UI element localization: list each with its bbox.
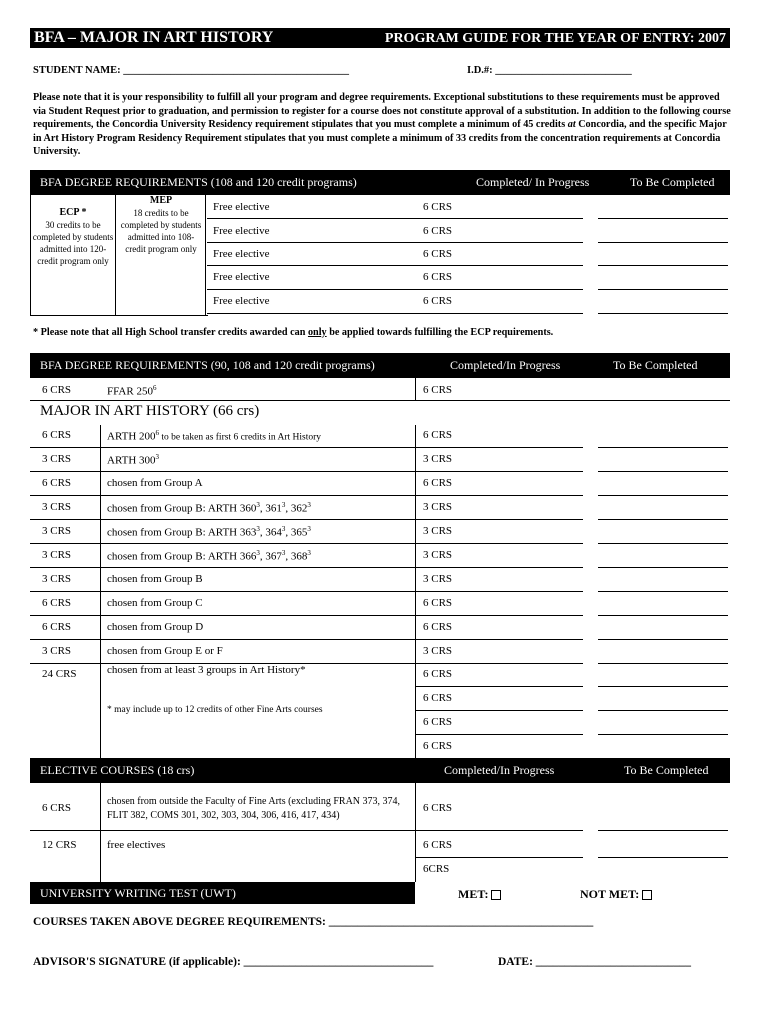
section3-header xyxy=(30,758,730,783)
section3-col-tobe: To Be Completed xyxy=(624,763,709,777)
major-row-course xyxy=(107,645,223,657)
major-row-extra: , 364 xyxy=(259,526,282,539)
major-row-course xyxy=(107,597,203,609)
major-row-tobe-line[interactable] xyxy=(598,543,728,544)
major-row-crs-right: 6 CRS xyxy=(423,597,453,609)
block24-crs-2: 6 CRS xyxy=(423,692,453,704)
major-row-divider-right xyxy=(415,617,416,641)
major-row-line xyxy=(30,471,583,472)
s1-row1-crs: 6 CRS xyxy=(423,201,453,213)
uwt-not-met-label: NOT MET: xyxy=(580,887,640,901)
major-row-divider-right xyxy=(415,497,416,521)
elective1-tobe[interactable] xyxy=(598,830,728,831)
uwt-met[interactable] xyxy=(458,887,501,902)
major-row-line xyxy=(30,591,583,592)
major-row-tobe-line[interactable] xyxy=(598,519,728,520)
major-row-extra2: , 362 xyxy=(285,502,308,515)
s1-row3-crs: 6 CRS xyxy=(423,248,453,260)
major-row-divider-right xyxy=(415,425,416,449)
major-row-crs-left: 3 CRS xyxy=(42,501,72,513)
section2-title: BFA DEGREE REQUIREMENTS (90, 108 and 120 credit programs) xyxy=(40,358,375,372)
major-row-course xyxy=(107,525,311,539)
major-row-line xyxy=(30,447,583,448)
major-row-divider-right xyxy=(415,473,416,497)
s1-row1-course: Free elective xyxy=(213,201,270,213)
major-row-extra2: , 365 xyxy=(285,526,308,539)
major-row-sup3: 3 xyxy=(307,549,311,557)
section3-title: ELECTIVE COURSES (18 crs) xyxy=(40,763,195,777)
major-row-tobe-line[interactable] xyxy=(598,591,728,592)
major-row-extra2: , 368 xyxy=(285,550,308,563)
major-row-line xyxy=(30,519,583,520)
major-row-crs-left: 6 CRS xyxy=(42,477,72,489)
mep-box xyxy=(118,195,204,255)
major-row-divider-left xyxy=(100,473,101,497)
date-field[interactable]: DATE: ___________________________ xyxy=(498,956,692,968)
major-row-crs-right: 3 CRS xyxy=(423,573,453,585)
uwt-header xyxy=(30,882,415,904)
s1-row3-course: Free elective xyxy=(213,248,270,260)
major-row-divider-right xyxy=(415,521,416,545)
major-row-course xyxy=(107,621,203,633)
major-row-divider-right xyxy=(415,545,416,569)
courses-above-field[interactable]: COURSES TAKEN ABOVE DEGREE REQUIREMENTS: ______________________________________________ xyxy=(33,916,594,928)
major-row-sup: 3 xyxy=(256,501,260,509)
major-row-sup2: 3 xyxy=(281,549,286,557)
major-row-crs-left: 3 CRS xyxy=(42,549,72,561)
major-row-tobe-line[interactable] xyxy=(598,495,728,496)
major-row-course-text: chosen from Group C xyxy=(107,597,203,609)
major-row-crs-right: 6 CRS xyxy=(423,621,453,633)
s1-row2-crs: 6 CRS xyxy=(423,225,453,237)
block24-tobe-2[interactable] xyxy=(598,710,728,711)
major-row-course-text: chosen from Group D xyxy=(107,621,204,633)
major-row-divider-right xyxy=(415,569,416,593)
major-row-crs-left: 6 CRS xyxy=(42,429,72,441)
program-title: BFA – MAJOR IN ART HISTORY xyxy=(34,29,274,46)
major-row-extra: to be taken as first 6 credits in Art History xyxy=(159,432,322,443)
major-row-sup: 3 xyxy=(256,525,260,533)
section1-col-completed: Completed/ In Progress xyxy=(476,175,590,189)
block24-course: chosen from at least 3 groups in Art History* xyxy=(107,664,306,676)
section2-col-completed: Completed/In Progress xyxy=(450,358,561,372)
major-row-crs-left: 3 CRS xyxy=(42,645,72,657)
block24-note: * may include up to 12 credits of other Fine Arts courses xyxy=(107,705,323,715)
uwt-met-label: MET: xyxy=(458,887,489,901)
elective2-course: free electives xyxy=(107,839,166,851)
major-row-course xyxy=(107,453,159,467)
major-row-crs-right: 3 CRS xyxy=(423,501,453,513)
elective2-crs-left: 12 CRS xyxy=(42,839,77,851)
block24-tobe-3[interactable] xyxy=(598,734,728,735)
s1-row4-tobe-line[interactable] xyxy=(598,289,728,290)
s1-row4-crs: 6 CRS xyxy=(423,271,453,283)
major-row-line xyxy=(30,615,583,616)
major-row-tobe-line[interactable] xyxy=(598,567,728,568)
elective2-tobe-1[interactable] xyxy=(598,857,728,858)
major-row-sup2: 3 xyxy=(281,501,286,509)
section2-header xyxy=(30,353,730,378)
major-row-tobe-line[interactable] xyxy=(598,471,728,472)
uwt-met-checkbox[interactable] xyxy=(491,890,501,900)
major-row-course xyxy=(107,501,311,515)
section1-header xyxy=(30,170,730,195)
elective2-crs-2: 6CRS xyxy=(423,863,450,875)
major-row-tobe-line[interactable] xyxy=(598,639,728,640)
major-row-crs-right: 3 CRS xyxy=(423,549,453,561)
major-row-divider-left xyxy=(100,425,101,449)
uwt-not-met-checkbox[interactable] xyxy=(642,890,652,900)
major-row-divider-right xyxy=(415,593,416,617)
major-row-course-text: chosen from Group A xyxy=(107,477,203,489)
major-row-crs-left: 3 CRS xyxy=(42,525,72,537)
header-bar xyxy=(30,28,730,48)
s1-row5-crs: 6 CRS xyxy=(423,295,453,307)
s1-row5-tobe-line[interactable] xyxy=(598,313,728,314)
major-row-divider-left xyxy=(100,545,101,569)
block24-crs-left: 24 CRS xyxy=(42,668,77,680)
section2-col-tobe: To Be Completed xyxy=(613,358,698,372)
major-row-crs-left: 6 CRS xyxy=(42,597,72,609)
major-row-crs-right: 3 CRS xyxy=(423,453,453,465)
major-row-divider-left xyxy=(100,497,101,521)
major-row-extra: , 367 xyxy=(259,550,282,563)
section3-col-completed: Completed/In Progress xyxy=(444,763,555,777)
major-row-course-text: chosen from Group B: ARTH 363 xyxy=(107,526,257,539)
major-row-line xyxy=(30,543,583,544)
major-row-sup: 6 xyxy=(155,429,160,437)
ffar-crs-right: 6 CRS xyxy=(423,384,453,396)
major-row-sup2: 3 xyxy=(281,525,286,533)
major-row-course-text: chosen from Group B xyxy=(107,573,203,585)
ecp-box xyxy=(32,207,114,267)
major-row-sup3: 3 xyxy=(307,525,311,533)
major-row-line xyxy=(30,567,583,568)
uwt-title: UNIVERSITY WRITING TEST (UWT) xyxy=(40,886,236,900)
major-row-divider-right xyxy=(415,449,416,473)
footnote-only: only xyxy=(307,327,327,338)
major-row-course-text: chosen from Group B: ARTH 360 xyxy=(107,502,257,515)
major-row-divider-left xyxy=(100,569,101,593)
major-row-line xyxy=(30,495,583,496)
responsibility-note: Please note that it is your responsibility to fulfill all your program and degree requirements. Exceptional substitutions to these requirements must be approved via Student Request prior to graduation, and permission to register for a course does not constitute approval of a substitution. In addition to the following course requirements, the Concordia University Residency requirement stipulates that you must complete a minimum of 45 credits at Concordia, and the specific Major in Art History Program Residency Requirement stipulates that you must complete a minimum of 33 credits from the concentration requirements at Concordia University. xyxy=(33,92,731,157)
major-row-course-text: ARTH 200 xyxy=(107,430,156,443)
major-row-course-text: chosen from Group E or F xyxy=(107,645,223,657)
advisor-signature-field[interactable]: ADVISOR'S SIGNATURE (if applicable): _________________________________ xyxy=(33,956,434,968)
student-id-field[interactable]: I.D.#: __________________________ xyxy=(467,65,632,76)
ffar-sup: 6 xyxy=(152,384,157,392)
elective2-crs-1: 6 CRS xyxy=(423,839,453,851)
block24-tobe-1[interactable] xyxy=(598,686,728,687)
major-row-divider-left xyxy=(100,593,101,617)
major-row-course-text: ARTH 300 xyxy=(107,454,156,467)
major-row-course xyxy=(107,573,203,585)
s1-row2-tobe-line[interactable] xyxy=(598,242,728,243)
major-row-tobe-line[interactable] xyxy=(598,447,728,448)
elective1-course: chosen from outside the Faculty of Fine Arts (excluding FRAN 373, 374, FLIT 382, COMS 301, 302, 303, 304, 306, 416, 417, 434) xyxy=(107,796,401,821)
major-row-course xyxy=(107,477,203,489)
block24-crs-3: 6 CRS xyxy=(423,716,453,728)
major-row-course-text: chosen from Group B: ARTH 366 xyxy=(107,550,257,563)
section1-title: BFA DEGREE REQUIREMENTS (108 and 120 credit programs) xyxy=(40,175,357,189)
block24-crs-4: 6 CRS xyxy=(423,740,453,752)
major-row-course xyxy=(107,429,321,443)
major-row-crs-right: 3 CRS xyxy=(423,645,453,657)
ffar-course-text: FFAR 250 xyxy=(107,385,153,398)
major-row-divider-left xyxy=(100,617,101,641)
ffar-course xyxy=(107,384,156,398)
major-row-crs-left: 3 CRS xyxy=(42,573,72,585)
mep-title: MEP xyxy=(149,195,173,206)
s1-row1-tobe-line[interactable] xyxy=(598,218,728,219)
major-row-crs-right: 6 CRS xyxy=(423,429,453,441)
s1-row2-course: Free elective xyxy=(213,225,270,237)
major-row-crs-right: 6 CRS xyxy=(423,477,453,489)
ffar-crs-left: 6 CRS xyxy=(42,384,72,396)
uwt-not-met[interactable] xyxy=(580,887,652,902)
major-row-course xyxy=(107,549,311,563)
elective1-crs-left: 6 CRS xyxy=(42,802,72,814)
s1-row4-course: Free elective xyxy=(213,271,270,283)
s1-row5-course: Free elective xyxy=(213,295,270,307)
ecp-text: 30 credits to be completed by students admitted into 120-credit program only xyxy=(32,220,114,266)
major-row-crs-right: 3 CRS xyxy=(423,525,453,537)
footnote-text-pre: * Please note that all High School transfer credits awarded can xyxy=(33,327,308,338)
major-row-sup: 3 xyxy=(155,453,160,461)
major-row-crs-left: 3 CRS xyxy=(42,453,72,465)
elective1-crs-right: 6 CRS xyxy=(423,802,453,814)
program-guide-year: PROGRAM GUIDE FOR THE YEAR OF ENTRY: 2007 xyxy=(384,31,726,46)
ecp-title: ECP * xyxy=(59,207,87,218)
major-row-tobe-line[interactable] xyxy=(598,615,728,616)
footnote-text-post: be applied towards fulfilling the ECP requirements. xyxy=(326,327,554,338)
block24-crs-1: 6 CRS xyxy=(423,668,453,680)
major-row-crs-left: 6 CRS xyxy=(42,621,72,633)
section1-col-tobe: To Be Completed xyxy=(630,175,715,189)
major-row-sup: 3 xyxy=(256,549,260,557)
major-title: MAJOR IN ART HISTORY (66 crs) xyxy=(40,403,260,419)
mep-text: 18 credits to be completed by students admitted into 108-credit program only xyxy=(120,208,202,254)
student-name-field[interactable]: STUDENT NAME: ___________________________________________ xyxy=(33,65,349,76)
major-row-tobe-line[interactable] xyxy=(598,663,728,664)
major-row-sup3: 3 xyxy=(307,501,311,509)
major-row-extra: , 361 xyxy=(259,502,282,515)
s1-row3-tobe-line[interactable] xyxy=(598,265,728,266)
major-row-divider-left xyxy=(100,449,101,473)
section1-footnote xyxy=(33,327,553,338)
major-row-divider-left xyxy=(100,521,101,545)
major-row-line xyxy=(30,639,583,640)
